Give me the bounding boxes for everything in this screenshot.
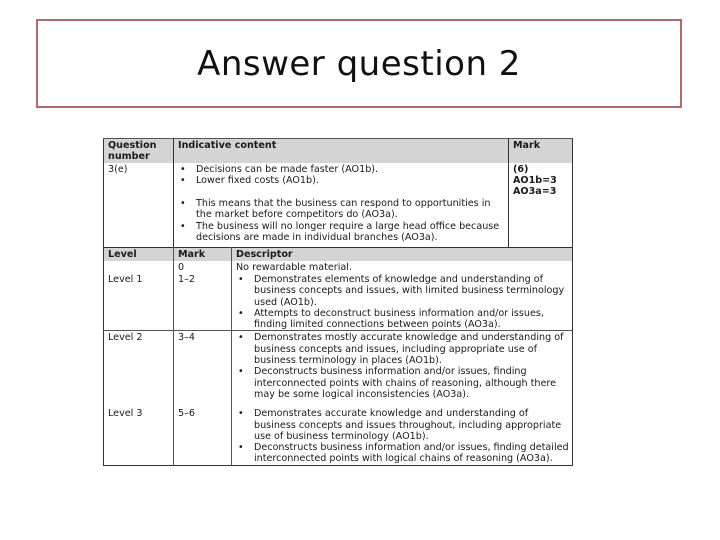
- mark-total: (6): [513, 163, 529, 175]
- level-mark: 0: [174, 261, 232, 273]
- level-descriptors: [232, 273, 573, 331]
- title-box: [36, 19, 682, 108]
- slide-title: Answer question 2: [197, 43, 521, 84]
- content-bullet: • Decisions can be made faster (AO1b).: [178, 164, 505, 175]
- header-descriptor: Descriptor: [232, 248, 573, 261]
- mark-allocation: [509, 163, 573, 248]
- level-mark: 1–2: [174, 273, 232, 331]
- question-table-header: [104, 139, 573, 163]
- level-name: Level 2: [104, 331, 174, 402]
- mark-ao1b: AO1b=3: [513, 174, 557, 186]
- level-row: [104, 331, 573, 402]
- mark-ao3a: AO3a=3: [513, 186, 557, 198]
- descriptor-bullet: • Deconstructs business information and/or issues, finding detailed interconnected points with logical chains of reasoning (AO3a).: [236, 442, 569, 465]
- level-row: [104, 273, 573, 331]
- levels-table: [103, 247, 573, 465]
- header-level: Level: [104, 248, 174, 261]
- level-name: [104, 261, 174, 273]
- level-descriptors: [232, 402, 573, 465]
- descriptor-bullet: • Attempts to deconstruct business information and/or issues, finding limited connections between points (AO3a).: [236, 308, 569, 331]
- header-level-mark: Mark: [174, 248, 232, 261]
- content-bullet: • Lower fixed costs (AO1b).: [178, 175, 505, 186]
- header-mark: Mark: [509, 139, 573, 163]
- content-bullet: • This means that the business can respond to opportunities in the market before competitors do (AO3a).: [178, 198, 505, 221]
- indicative-content: [174, 163, 509, 248]
- level-descriptors: [232, 331, 573, 402]
- question-table: [103, 138, 573, 247]
- level-name: Level 3: [104, 402, 174, 465]
- level-mark: 5–6: [174, 402, 232, 465]
- descriptor-bullet: • Demonstrates mostly accurate knowledge and understanding of business concepts and issues, including appropriate use of business terminology in places (AO1b).: [236, 332, 569, 366]
- levels-table-header: [104, 248, 573, 261]
- level-mark: 3–4: [174, 331, 232, 402]
- header-question-number: Question number: [104, 139, 174, 163]
- question-row: [104, 163, 573, 248]
- mark-scheme: [103, 138, 573, 466]
- question-number: 3(e): [104, 163, 174, 248]
- content-bullet: • The business will no longer require a large head office because decisions are made in individual branches (AO3a).: [178, 221, 505, 244]
- level-name: Level 1: [104, 273, 174, 331]
- level-row: [104, 402, 573, 465]
- descriptor-bullet: • Deconstructs business information and/or issues, finding interconnected points with chains of reasoning, although there may be some logical inconsistencies (AO3a).: [236, 366, 569, 400]
- descriptor-bullet: • Demonstrates accurate knowledge and understanding of business concepts and issues throughout, including appropriate use of business terminology (AO1b).: [236, 408, 569, 442]
- level-row: [104, 261, 573, 273]
- header-indicative-content: Indicative content: [174, 139, 509, 163]
- level-descriptor: No rewardable material.: [236, 261, 353, 273]
- descriptor-bullet: • Demonstrates elements of knowledge and understanding of business concepts and issues, with limited business terminology used (AO1b).: [236, 274, 569, 308]
